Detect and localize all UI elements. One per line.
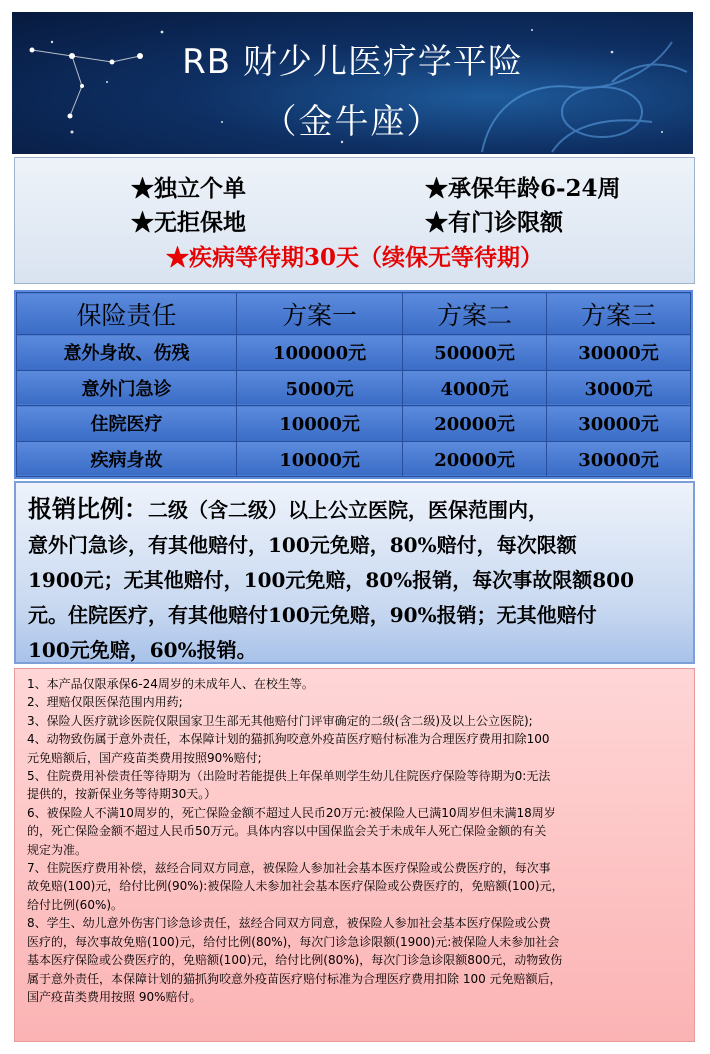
- table-cell: 30000元: [547, 335, 691, 371]
- table-cell: 30000元: [547, 441, 691, 477]
- table-cell: 5000元: [237, 370, 403, 406]
- reimbursement-line: 1900元；无其他赔付，100元免赔，80%报销，每次事故限额800: [28, 568, 634, 592]
- table-row: [17, 370, 691, 406]
- reimbursement-panel: [14, 481, 695, 664]
- table-cell: 意外门急诊: [17, 370, 237, 406]
- note-line: 7、住院医疗费用补偿，兹经合同双方同意，被保险人参加社会基本医疗保险或公费医疗的，每次事: [27, 861, 551, 876]
- note-line: 4、动物致伤属于意外责任，本保障计划的猫抓狗咬意外疫苗医疗赔付标准为合理医疗费用扣除100: [27, 732, 550, 747]
- header-banner: [12, 12, 693, 154]
- table-row: [17, 441, 691, 477]
- reimbursement-line: 100元免赔，60%报销。: [28, 638, 257, 662]
- table-header-cell: 方案一: [237, 293, 403, 335]
- product-subtitle: （金牛座）: [262, 102, 443, 142]
- table-cell: 30000元: [547, 406, 691, 442]
- reimbursement-line: 元。住院医疗，有其他赔付100元免赔，90%报销；无其他赔付: [28, 603, 597, 627]
- note-line: 3、保险人医疗就诊医院仅限国家卫生部无其他赔付门评审确定的二级(含二级)及以上公立医院);: [27, 713, 533, 728]
- note-line: 1、本产品仅限承保6-24周岁的未成年人、在校生等。: [27, 677, 314, 691]
- plan-table-container: [14, 290, 693, 479]
- note-line: 医疗的，每次事故免赔(100)元，给付比例(80%)，每次门诊急诊限额(1900)元:被保险人未参加社会: [27, 934, 560, 949]
- notes-panel: [14, 668, 695, 1042]
- table-header-cell: 方案三: [547, 293, 691, 335]
- table-cell: 4000元: [403, 370, 547, 406]
- note-line: 提供的，按新保业务等待期30天。）: [27, 787, 217, 802]
- note-line: 给付比例(60%)。: [27, 897, 124, 912]
- table-cell: 50000元: [403, 335, 547, 371]
- note-line: 基本医疗保险或公费医疗的，免赔额(100)元，给付比例(80%)，每次门诊急诊限额800元，动物致伤: [27, 953, 563, 968]
- table-header-cell: 保险责任: [17, 293, 237, 335]
- feature-item: ★有门诊限额: [425, 209, 563, 236]
- note-line: 规定为准。: [27, 842, 88, 857]
- table-cell: 100000元: [237, 335, 403, 371]
- note-line: 元免赔额后，国产疫苗类费用按照90%赔付;: [27, 750, 262, 765]
- reimbursement-line: [28, 491, 681, 528]
- note-line: 国产疫苗类费用按照 90%赔付。: [27, 989, 202, 1004]
- note-line: 的，死亡保险金额不超过人民币50万元。具体内容以中国保监会关于未成年人死亡保险金额的有关: [27, 824, 547, 839]
- table-cell: 10000元: [237, 441, 403, 477]
- feature-item: ★独立个单: [131, 175, 246, 202]
- note-line: 2、理赔仅限医保范围内用药;: [27, 695, 183, 710]
- note-line: 故免赔(100)元，给付比例(90%):被保险人未参加社会基本医疗保险或公费医疗的，免赔额(100)元，: [27, 879, 564, 894]
- product-title: RB 财少儿医疗学平险: [182, 42, 523, 82]
- table-cell: 意外身故、伤残: [17, 335, 237, 371]
- table-row: [17, 406, 691, 442]
- table-cell: 3000元: [547, 370, 691, 406]
- table-row: [17, 335, 691, 371]
- reimbursement-line: 意外门急诊，有其他赔付，100元免赔，80%赔付，每次限额: [28, 533, 577, 557]
- table-cell: 住院医疗: [17, 406, 237, 442]
- table-cell: 疾病身故: [17, 441, 237, 477]
- reimbursement-label: 报销比例：: [28, 494, 148, 523]
- table-header-row: [17, 293, 691, 335]
- reimbursement-text: 二级（含二级）以上公立医院，医保范围内，: [148, 498, 548, 522]
- table-cell: 10000元: [237, 406, 403, 442]
- note-line: 属于意外责任，本保障计划的猫抓狗咬意外疫苗医疗赔付标准为合理医疗费用扣除 100 元免赔额后，: [27, 971, 562, 986]
- table-cell: 20000元: [403, 441, 547, 477]
- plan-table: [16, 292, 691, 477]
- table-cell: 20000元: [403, 406, 547, 442]
- table-header-cell: 方案二: [403, 293, 547, 335]
- feature-item: ★承保年龄6-24周: [425, 175, 621, 202]
- features-panel: [14, 157, 695, 284]
- note-line: 5、住院费用补偿责任等待期为（出险时若能提供上年保单则学生幼儿住院医疗保险等待期为0:无法: [27, 769, 551, 784]
- note-line: 6、被保险人不满10周岁的，死亡保险金额不超过人民币20万元:被保险人已满10周岁但未满18周岁: [27, 805, 556, 820]
- note-line: 8、学生、幼儿意外伤害门诊急诊责任，兹经合同双方同意，被保险人参加社会基本医疗保险或公费: [27, 916, 551, 931]
- waiting-period-highlight: ★疾病等待期30天（续保无等待期）: [165, 244, 543, 271]
- feature-item: ★无拒保地: [131, 209, 246, 236]
